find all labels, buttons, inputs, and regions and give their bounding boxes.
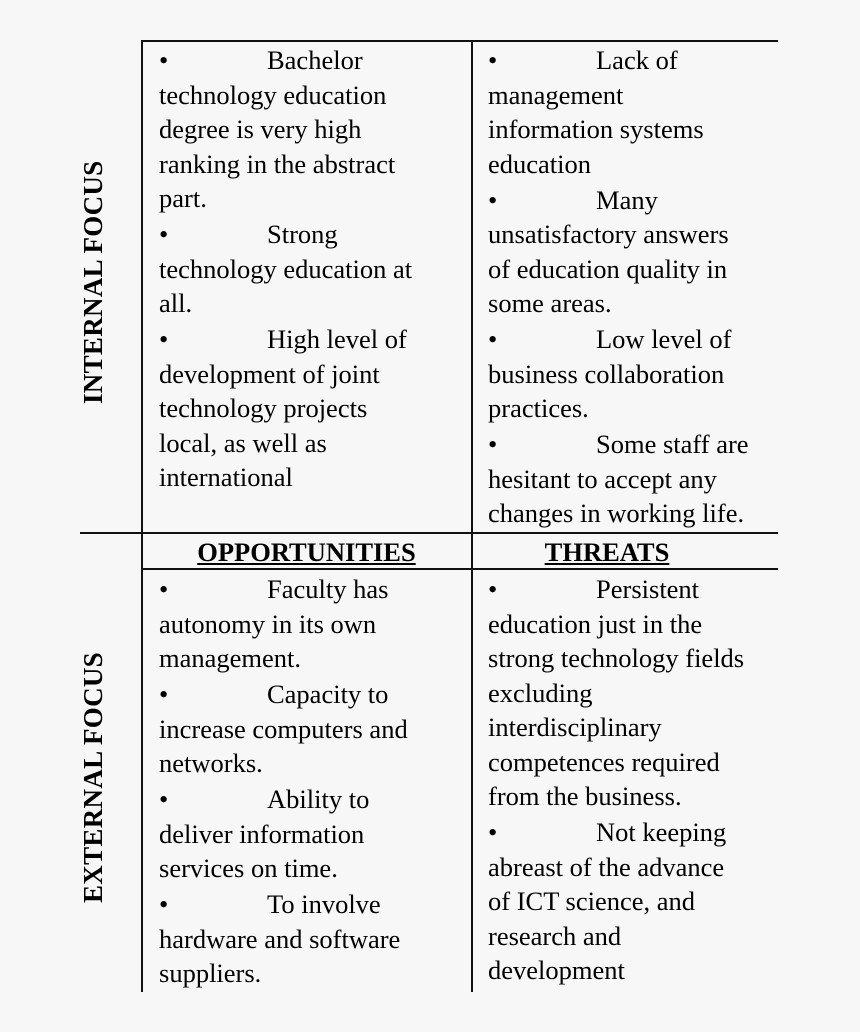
threats-cell: [488, 572, 788, 989]
bullet-icon: •: [488, 574, 498, 604]
strengths-cell: [159, 43, 469, 496]
weaknesses-cell: [488, 43, 788, 532]
bullet-icon: •: [488, 324, 498, 354]
opportunities-item-line: management.: [159, 643, 302, 673]
threats-item-line: development: [488, 955, 625, 985]
weaknesses-item-line: unsatisfactory answers: [488, 219, 729, 249]
opportunities-item-line: deliver information: [159, 818, 365, 849]
weaknesses-item-line: practices.: [488, 393, 589, 423]
threats-item-line: education just in the: [488, 608, 703, 639]
strengths-item-line: technology education at: [159, 253, 413, 284]
opportunities-item-line: suppliers.: [159, 958, 262, 988]
threats-item: [488, 572, 788, 814]
strengths-item-lead: Bachelor: [267, 45, 363, 75]
bullet-icon: •: [159, 324, 169, 354]
opportunities-item: [159, 572, 469, 676]
weaknesses-item-line: business collaboration: [488, 358, 725, 389]
strengths-item-line: degree is very high: [159, 114, 362, 144]
bullet-icon: •: [159, 574, 169, 604]
threats-item-line: abreast of the advance: [488, 851, 725, 882]
strengths-item-line: ranking in the abstract: [159, 148, 396, 179]
internal-focus-label: INTERNAL FOCUS: [78, 160, 108, 404]
weaknesses-item-line: some areas.: [488, 288, 612, 318]
strengths-item: [159, 322, 469, 495]
opportunities-item-lead: Ability to: [267, 784, 370, 814]
opportunities-item-lead: Faculty has: [267, 574, 389, 604]
bullet-icon: •: [488, 429, 498, 459]
bullet-icon: •: [159, 219, 169, 249]
threats-item-line: excluding: [488, 677, 593, 708]
opportunities-item-line: services on time.: [159, 853, 338, 883]
opportunities-item-line: hardware and software: [159, 923, 401, 954]
threats-item-line: interdisciplinary: [488, 712, 662, 742]
opportunities-cell: [159, 572, 469, 992]
weaknesses-item: [488, 183, 788, 321]
weaknesses-item-line: changes in working life.: [488, 498, 745, 528]
strengths-item-lead: Strong: [267, 219, 338, 249]
threats-item-line: competences required: [488, 746, 720, 777]
opportunities-item-line: networks.: [159, 748, 263, 778]
opportunities-item-lead: Capacity to: [267, 679, 389, 709]
strengths-item-line: development of joint: [159, 358, 380, 389]
strengths-item-lead: High level of: [267, 324, 407, 354]
strengths-item-line: technology education: [159, 79, 387, 110]
opportunities-item: [159, 782, 469, 886]
opportunities-header: OPPORTUNITIES: [197, 537, 416, 567]
strengths-item-line: part.: [159, 183, 207, 213]
threats-item-lead: Persistent: [596, 574, 700, 604]
weaknesses-item: [488, 322, 788, 426]
strengths-item: [159, 43, 469, 216]
bullet-icon: •: [159, 889, 169, 919]
threats-item-line: of ICT science, and: [488, 886, 696, 916]
threats-item-line: from the business.: [488, 781, 682, 811]
weaknesses-item-line: of education quality in: [488, 253, 728, 284]
middle-rule: [80, 532, 778, 534]
left-column-rule: [141, 40, 143, 992]
strengths-item-line: international: [159, 462, 293, 492]
weaknesses-item-line: education: [488, 148, 592, 179]
strengths-item-line: all.: [159, 288, 193, 318]
opportunities-item-line: autonomy in its own: [159, 608, 377, 639]
strengths-item-line: technology projects: [159, 393, 368, 423]
weaknesses-item-line: information systems: [488, 114, 704, 144]
threats-item-lead: Not keeping: [596, 817, 727, 847]
weaknesses-item-lead: Lack of: [596, 45, 678, 75]
threats-header: THREATS: [544, 537, 670, 567]
opportunities-item: [159, 677, 469, 781]
threats-item-line: strong technology fields: [488, 643, 745, 673]
weaknesses-item-line: hesitant to accept any: [488, 463, 717, 494]
weaknesses-item: [488, 427, 788, 531]
weaknesses-item-line: management: [488, 79, 624, 110]
external-focus-label: EXTERNAL FOCUS: [78, 652, 108, 903]
opportunities-item-line: increase computers and: [159, 713, 408, 744]
strengths-item-line: local, as well as: [159, 427, 327, 458]
weaknesses-item-lead: Some staff are: [596, 429, 749, 459]
bullet-icon: •: [159, 784, 169, 814]
bullet-icon: •: [488, 184, 498, 215]
weaknesses-item-lead: Low level of: [596, 324, 732, 354]
bullet-icon: •: [159, 679, 169, 709]
weaknesses-item: [488, 43, 788, 181]
threats-item-line: research and: [488, 920, 622, 951]
bullet-icon: •: [159, 45, 169, 75]
strengths-item: [159, 217, 469, 321]
opportunities-item: [159, 887, 469, 991]
bullet-icon: •: [488, 45, 498, 75]
center-column-rule: [471, 40, 473, 992]
top-rule: [142, 40, 778, 42]
threats-item: [488, 815, 788, 988]
weaknesses-item-lead: Many: [596, 184, 658, 215]
bullet-icon: •: [488, 817, 498, 847]
opportunities-item-lead: To involve: [267, 889, 381, 919]
